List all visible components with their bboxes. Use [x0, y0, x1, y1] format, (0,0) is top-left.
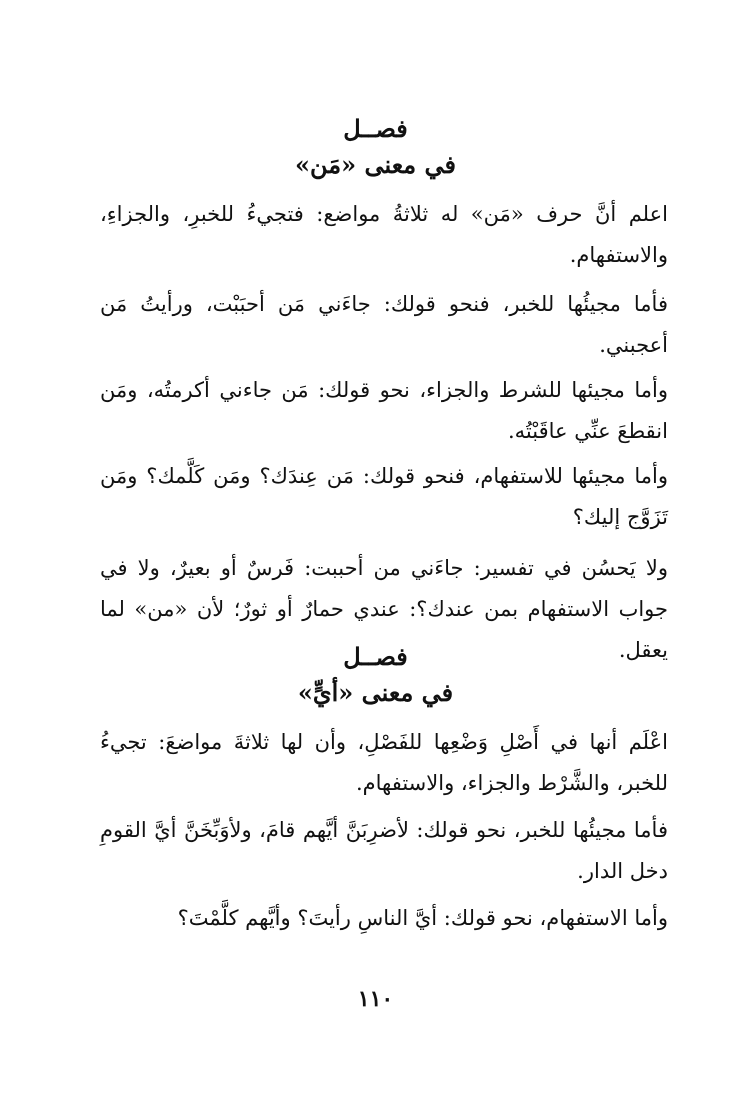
paragraph: ولا يَحسُن في تفسير: جاءَني من أحببت: فَرسٌ أو بعيرٌ، ولا في جواب الاستفهام بمن عندك؟: عندي حمارٌ أو ثورٌ؛ لأن «من» لما يعقل. — [100, 556, 668, 662]
paragraph: اعْلَم أنها في أَصْلِ وَضْعِها للفَصْلِ، وأن لها ثلاثةَ مواضعَ: تجيءُ للخبر، والشَّرْط والجزاء، والاستفهام. — [100, 730, 668, 795]
section-subtitle-1: في معنى «مَن» — [295, 150, 456, 179]
section-title-1: فصــل — [343, 114, 408, 143]
section-title-2: فصــل — [343, 642, 408, 671]
paragraph: فأما مجيئُها للخبر، فنحو قولك: جاءَني مَن أحبَبْت، ورأيتُ مَن أعجبني. — [100, 292, 668, 357]
paragraph: وأما الاستفهام، نحو قولك: أيَّ الناسِ رأيتَ؟ وأيَّهم كلَّمْتَ؟ — [177, 906, 668, 930]
paragraph: اعلم أنَّ حرف «مَن» له ثلاثةُ مواضع: فتجيءُ للخبرِ، والجزاءِ، والاستفهام. — [100, 202, 668, 267]
section-subtitle-2: في معنى «أيٍّ» — [297, 678, 454, 707]
paragraph: فأما مجيئُها للخبر، نحو قولك: لأضرِبَنَّ أيَّهم قامَ، ولأوَبِّخَنَّ أيَّ القومِ دخل الدار. — [100, 818, 668, 883]
paragraph: وأما مجيئها للشرط والجزاء، نحو قولك: مَن جاءني أكرمتُه، ومَن انقطعَ عنِّي عاقَبْتُه. — [100, 378, 668, 443]
paragraph: وأما مجيئها للاستفهام، فنحو قولك: مَن عِندَك؟ ومَن كَلَّمك؟ ومَن تَزَوَّج إليك؟ — [100, 464, 668, 529]
page-number: ١١٠ — [357, 986, 394, 1012]
